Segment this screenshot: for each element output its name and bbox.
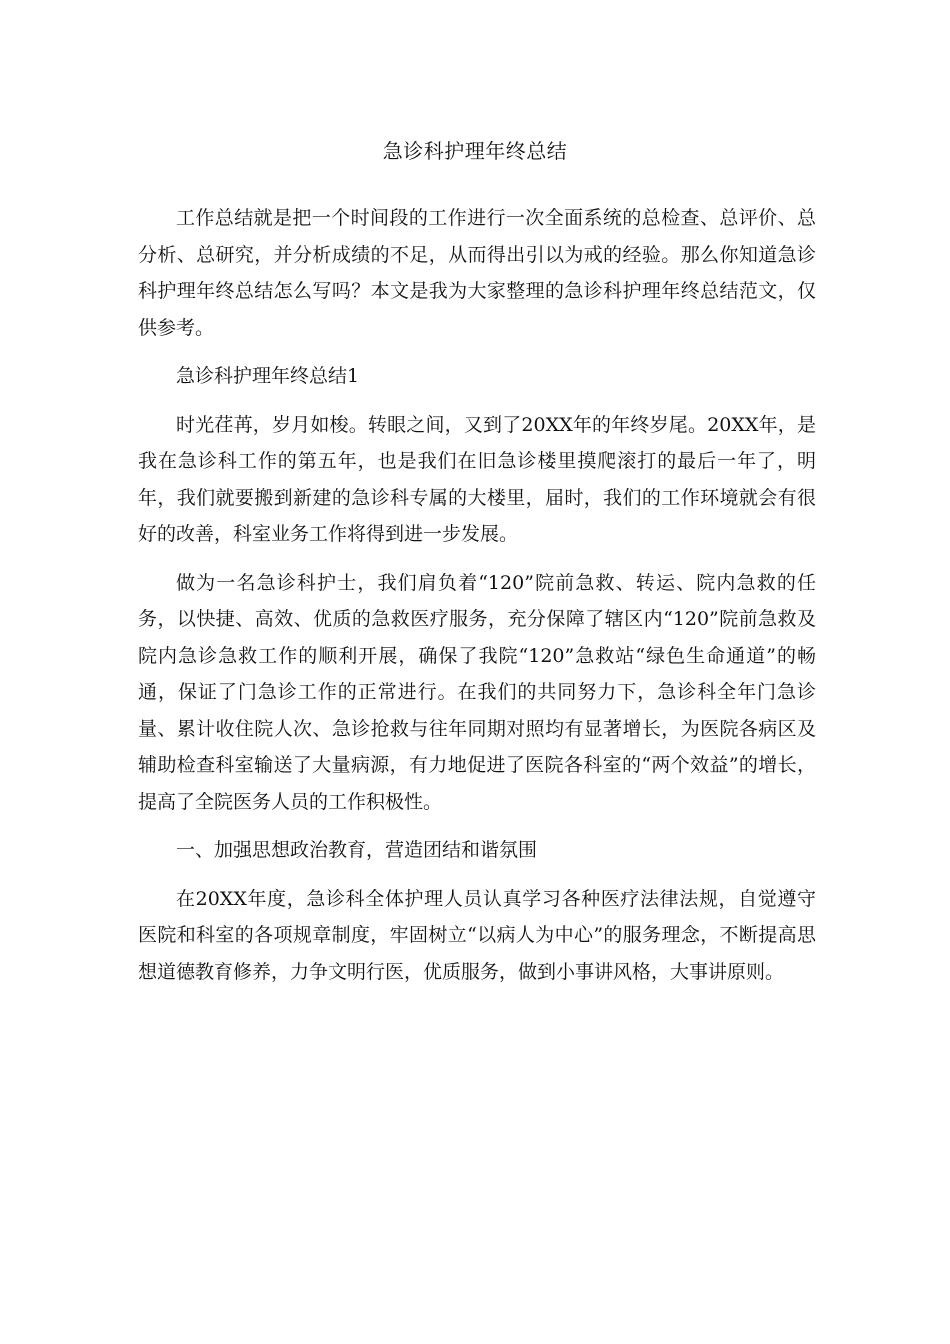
- body-paragraph: 时光荏苒，岁月如梭。转眼之间，又到了20XX年的年终岁尾。20XX年，是我在急诊科工作的第五年，也是我们在旧急诊楼里摸爬滚打的最后一年了，明年，我们就要搬到新建的急诊科专属的大楼里，届时，我们的工作环境就会有很好的改善，科室业务工作将得到进一步发展。: [138, 413, 816, 545]
- section-heading: 一、加强思想政治教育，营造团结和谐氛围: [176, 839, 538, 861]
- body-paragraph: 在20XX年度，急诊科全体护理人员认真学习各种医疗法律法规，自觉遵守医院和科室的各项规章制度，牢固树立“以病人为中心”的服务理念，不断提高思想道德教育修养，力争文明行医，优质服务，做到小事讲风格，大事讲原则。: [138, 887, 816, 983]
- document-body: [138, 200, 816, 1002]
- page-title: 急诊科护理年终总结: [382, 139, 568, 163]
- body-paragraph: 做为一名急诊科护士，我们肩负着“120”院前急救、转运、院内急救的任务，以快捷、高效、优质的急救医疗服务，充分保障了辖区内“120”院前急救及院内急诊急救工作的顺利开展，确保了我院“120”急救站“绿色生命通道”的畅通，保证了门急诊工作的正常进行。在我们的共同努力下，急诊科全年门急诊量、累计收住院人次、急诊抢救与往年同期对照均有显著增长，为医院各病区及辅助检查科室输送了大量病源，有力地促进了医院各科室的“两个效益”的增长，提高了全院医务人员的工作积极性。: [138, 571, 816, 813]
- section-heading: 急诊科护理年终总结1: [176, 365, 360, 387]
- intro-paragraph: 工作总结就是把一个时间段的工作进行一次全面系统的总检查、总评价、总分析、总研究，并分析成绩的不足，从而得出引以为戒的经验。那么你知道急诊科护理年终总结怎么写吗？本文是我为大家整理的急诊科护理年终总结范文，仅供参考。: [138, 207, 816, 339]
